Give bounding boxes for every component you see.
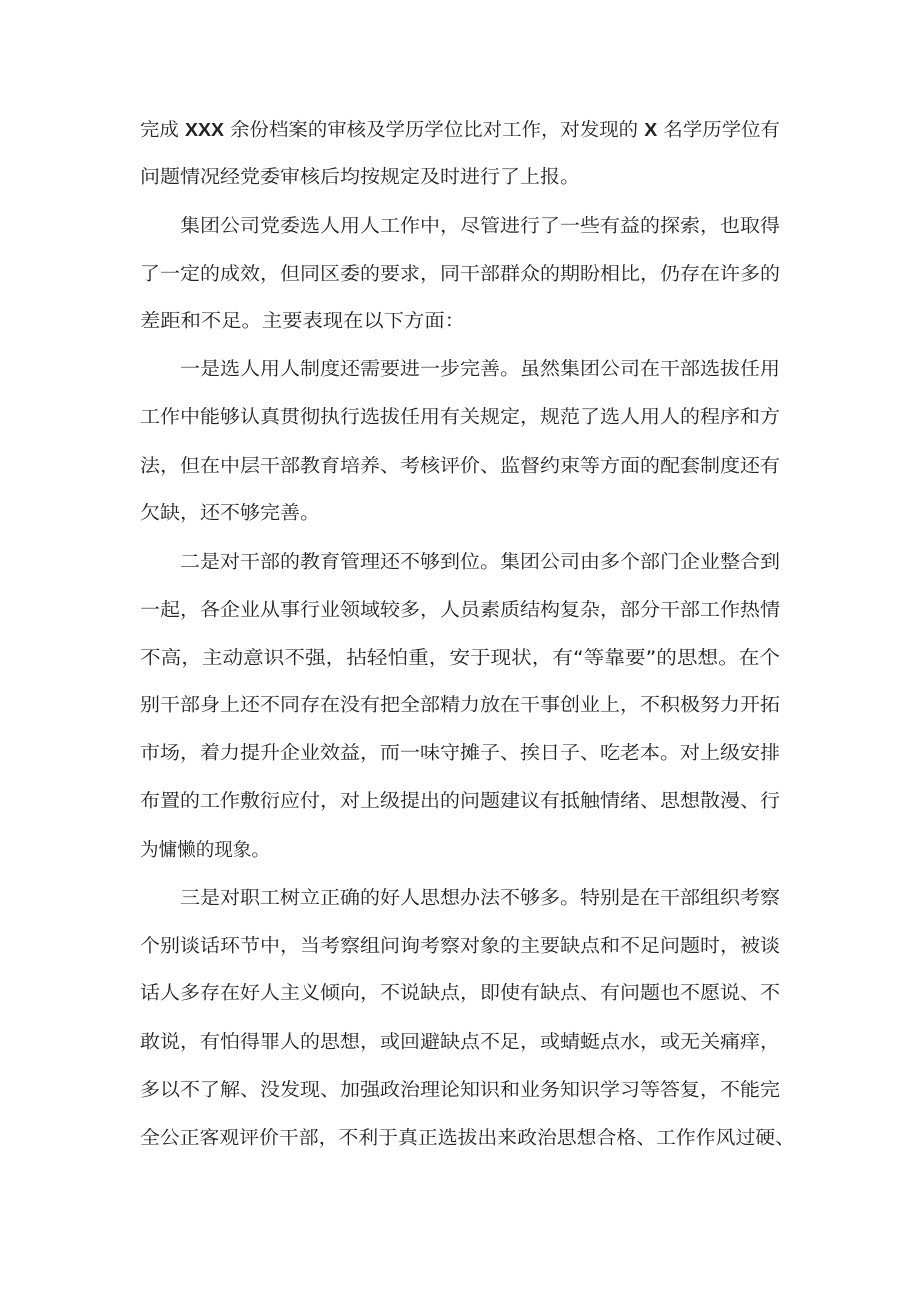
text-line xyxy=(0,302,920,342)
line-text: 集团公司党委选人用人工作中，尽管进行了一些有益的探索，也取得 xyxy=(180,216,780,237)
line-text: 个别谈话环节中，当考察组问询考察对象的主要缺点和不足问题时，被谈 xyxy=(140,936,780,957)
line-text: 多以不了解、没发现、加强政治理论知识和业务知识学习等答复，不能完 xyxy=(140,1080,780,1101)
line-text: 敢说，有怕得罪人的思想，或回避缺点不足，或蜻蜓点水，或无关痛痒， xyxy=(140,1032,780,1053)
text-line xyxy=(0,158,920,198)
text-line xyxy=(0,831,920,871)
paragraph-first-line xyxy=(0,879,920,919)
text-line xyxy=(0,398,920,438)
text-line xyxy=(0,782,920,822)
line-text: 一是选人用人制度还需要进一步完善。虽然集团公司在干部选拔任用 xyxy=(180,359,780,380)
text-line xyxy=(0,639,920,679)
text-line xyxy=(0,1119,920,1159)
line-text: 三是对职工树立正确的好人思想办法不够多。特别是在干部组织考察 xyxy=(180,888,780,909)
text-line xyxy=(0,447,920,487)
text-line xyxy=(0,1071,920,1111)
text-line xyxy=(0,591,920,631)
text-line xyxy=(0,686,920,726)
line-text: 法，但在中层干部教育培养、考核评价、监督约束等方面的配套制度还有 xyxy=(140,456,780,477)
line-text: 别干部身上还不同存在没有把全部精力放在干事创业上，不积极努力开拓 xyxy=(140,695,780,716)
line-text: 工作中能够认真贯彻执行选拔任用有关规定，规范了选人用人的程序和方 xyxy=(140,407,780,428)
text-segment: 完成 xyxy=(140,120,186,141)
paragraph-first-line xyxy=(0,350,920,390)
line-text xyxy=(140,110,780,151)
placeholder-count: X xyxy=(644,119,658,140)
line-text: 一起，各企业从事行业领域较多，人员素质结构复杂，部分干部工作热情 xyxy=(140,600,780,621)
line-text: 了一定的成效，但同区委的要求，同干部群众的期盼相比，仍存在许多的 xyxy=(140,264,780,285)
paragraph-first-line xyxy=(0,543,920,583)
text-line xyxy=(0,1023,920,1063)
line-text: 欠缺，还不够完善。 xyxy=(140,503,320,524)
line-text: 问题情况经党委审核后均按规定及时进行了上报。 xyxy=(140,167,580,188)
line-text: 差距和不足。主要表现在以下方面： xyxy=(140,311,465,332)
line-text: 不高，主动意识不强，拈轻怕重，安于现状，有“等靠要”的思想。在个 xyxy=(140,648,780,669)
line-text: 为慵懒的现象。 xyxy=(140,840,270,861)
text-line xyxy=(0,494,920,534)
line-text: 布置的工作敷衍应付，对上级提出的问题建议有抵触情绪、思想散漫、行 xyxy=(140,791,780,812)
text-line xyxy=(0,927,920,967)
placeholder-count: XXX xyxy=(185,119,224,140)
text-line xyxy=(0,110,920,150)
text-line xyxy=(0,734,920,774)
text-line xyxy=(0,255,920,295)
line-text: 话人多存在好人主义倾向，不说缺点，即使有缺点、有问题也不愿说、不 xyxy=(140,983,780,1004)
text-segment: 名学历学位有 xyxy=(657,120,780,141)
paragraph-first-line xyxy=(0,207,920,247)
line-text: 二是对干部的教育管理还不够到位。集团公司由多个部门企业整合到 xyxy=(180,552,780,573)
line-text: 全公正客观评价干部，不利于真正选拔出来政治思想合格、工作作风过硬、 xyxy=(140,1128,795,1149)
text-line xyxy=(0,974,920,1014)
text-segment: 余份档案的审核及学历学位比对工作，对发现的 xyxy=(223,120,645,141)
line-text: 市场，着力提升企业效益，而一味守摊子、挨日子、吃老本。对上级安排 xyxy=(140,743,780,764)
